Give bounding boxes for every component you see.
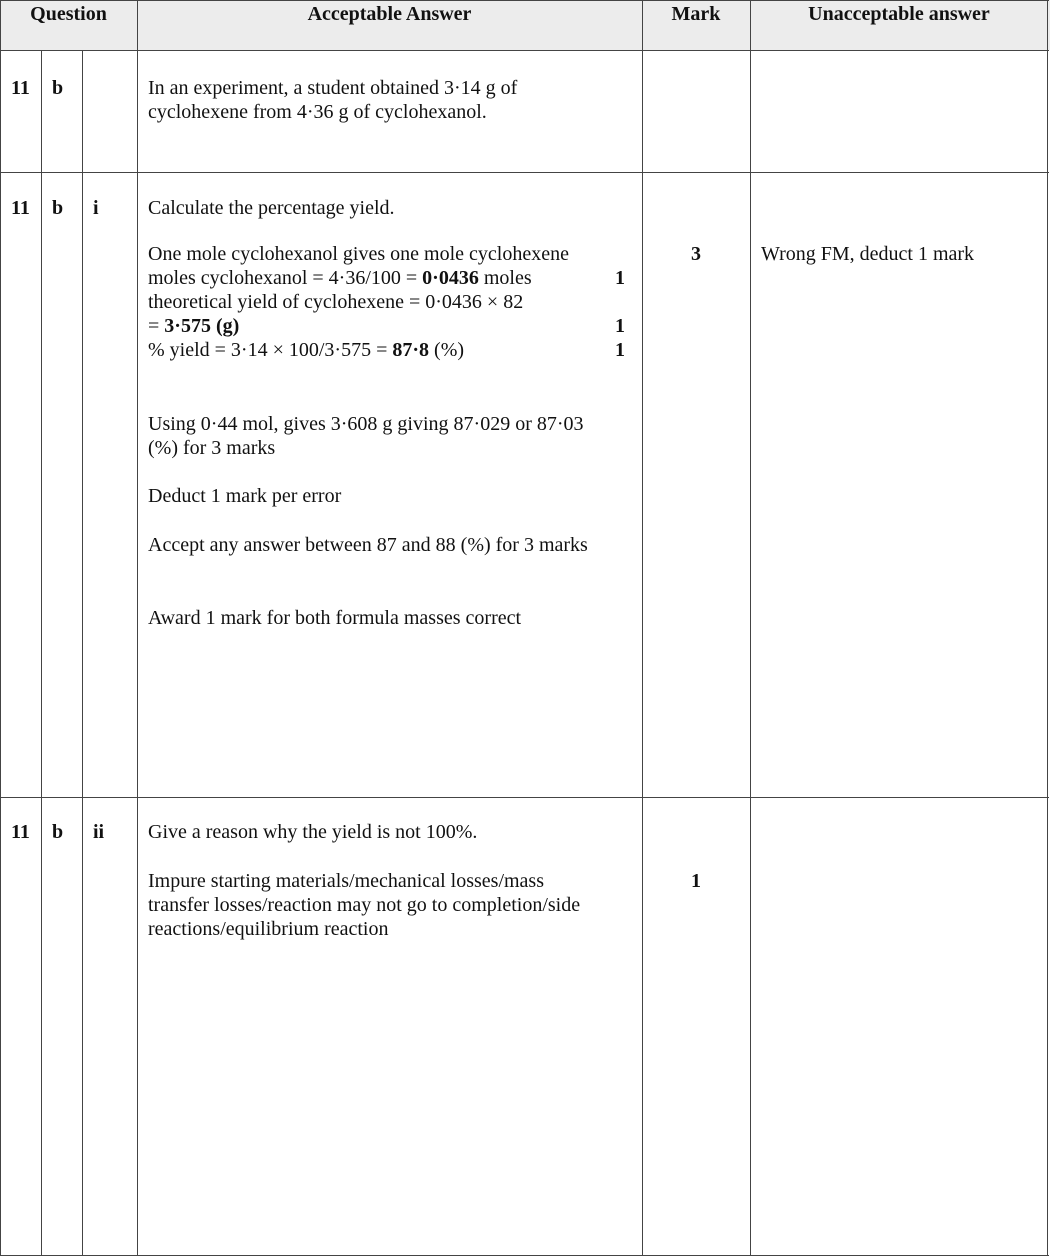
header-unacceptable-answer: Unacceptable answer <box>808 3 990 25</box>
working-text: = <box>148 315 165 337</box>
answer-line: transfer losses/reaction may not go to completion/side <box>148 894 581 916</box>
working-line <box>148 266 532 290</box>
guidance-note: Using 0·44 mol, gives 3·608 g giving 87·029 or 87·03 <box>148 413 584 435</box>
working-key-value: 87·8 <box>392 339 430 361</box>
question-number: 11 <box>11 197 30 219</box>
working-key-value: 3·575 (g) <box>164 315 240 337</box>
answer-line: In an experiment, a student obtained 3·14 g of <box>148 77 518 99</box>
question-subpart: ii <box>93 821 105 843</box>
guidance-note: Deduct 1 mark per error <box>148 485 342 507</box>
step-mark: 1 <box>615 267 625 289</box>
table-border-top <box>0 0 1049 1</box>
row-divider <box>0 797 1049 798</box>
table-border-right <box>1047 0 1048 1256</box>
answer-line: reactions/equilibrium reaction <box>148 918 389 940</box>
working-line: theoretical yield of cyclohexene = 0·0436 × 82 <box>148 291 524 313</box>
column-divider <box>82 50 83 1256</box>
table-border-left <box>0 0 1 1256</box>
column-divider <box>642 0 643 1256</box>
guidance-note: Award 1 mark for both formula masses correct <box>148 607 522 629</box>
answer-line: cyclohexene from 4·36 g of cyclohexanol. <box>148 101 487 123</box>
row-divider <box>0 172 1049 173</box>
working-line <box>148 314 239 338</box>
working-text: % yield = 3·14 × 100/3·575 = <box>148 339 393 361</box>
guidance-note: Accept any answer between 87 and 88 (%) for 3 marks <box>148 534 588 556</box>
question-prompt: Calculate the percentage yield. <box>148 197 395 219</box>
column-divider <box>137 0 138 1256</box>
header-acceptable-answer: Acceptable Answer <box>307 3 472 25</box>
column-divider <box>41 50 42 1256</box>
row-divider <box>0 50 1049 51</box>
mark-value: 3 <box>691 243 701 265</box>
working-line <box>148 338 464 362</box>
question-part: b <box>52 197 64 219</box>
working-line: One mole cyclohexanol gives one mole cyclohexene <box>148 243 569 265</box>
column-divider <box>750 0 751 1256</box>
table-border-bottom <box>0 1255 1049 1256</box>
working-key-value: 0·0436 <box>422 267 479 289</box>
header-mark: Mark <box>671 3 721 25</box>
header-question: Question <box>30 3 107 25</box>
question-part: b <box>52 77 64 99</box>
working-text: moles <box>478 267 532 289</box>
question-prompt: Give a reason why the yield is not 100%. <box>148 821 478 843</box>
mark-value: 1 <box>691 870 701 892</box>
question-subpart: i <box>93 197 99 219</box>
question-number: 11 <box>11 821 30 843</box>
working-text: (%) <box>429 339 465 361</box>
step-mark: 1 <box>615 339 625 361</box>
question-number: 11 <box>11 77 30 99</box>
unacceptable-answer: Wrong FM, deduct 1 mark <box>761 243 975 265</box>
question-part: b <box>52 821 64 843</box>
step-mark: 1 <box>615 315 625 337</box>
guidance-note: (%) for 3 marks <box>148 437 276 459</box>
working-text: moles cyclohexanol = 4·36/100 = <box>148 267 423 289</box>
answer-line: Impure starting materials/mechanical losses/mass <box>148 870 544 892</box>
